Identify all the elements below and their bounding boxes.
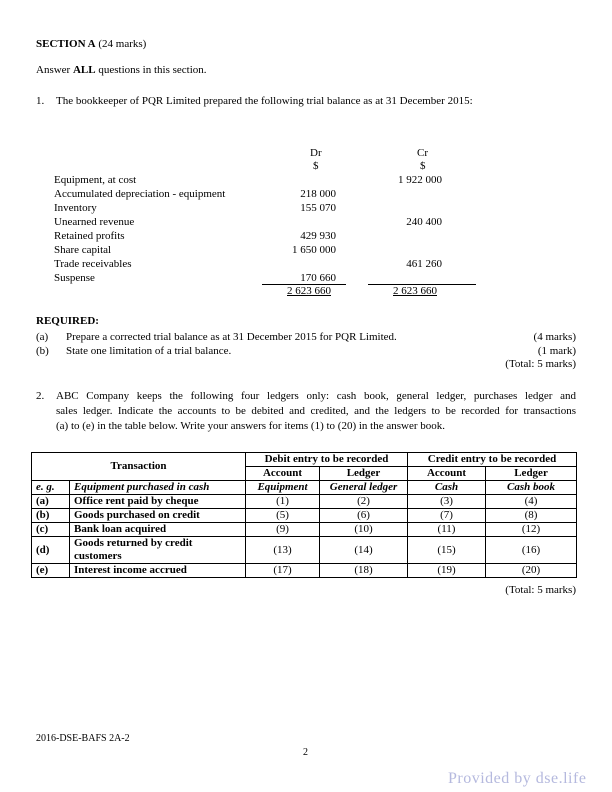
page-number: 2 bbox=[303, 747, 308, 758]
paper-code: 2016-DSE-BAFS 2A-2 bbox=[36, 733, 130, 744]
tb-cr: 1 922 000 bbox=[398, 174, 442, 186]
row-transaction: Goods purchased on credit bbox=[70, 509, 246, 523]
transaction-header: Transaction bbox=[32, 453, 246, 481]
credit-account-cell: (15) bbox=[408, 537, 486, 564]
tb-account: Equipment, at cost bbox=[54, 174, 137, 186]
row-label: (c) bbox=[32, 523, 70, 537]
tb-cr: 461 260 bbox=[406, 258, 442, 270]
table-row bbox=[32, 523, 577, 537]
required-label: (a) bbox=[36, 331, 49, 343]
dr-total: 2 623 660 bbox=[287, 285, 331, 297]
debit-account-cell: (13) bbox=[246, 537, 320, 564]
row-label: (b) bbox=[32, 509, 70, 523]
credit-account-cell: (3) bbox=[408, 495, 486, 509]
table-row bbox=[32, 509, 577, 523]
instruction: Answer ALL questions in this section. bbox=[36, 64, 207, 76]
example-row bbox=[32, 481, 577, 495]
debit-account-cell: (5) bbox=[246, 509, 320, 523]
example-credit-account: Cash bbox=[408, 481, 486, 495]
debit-ledger-cell: (14) bbox=[320, 537, 408, 564]
ledger-table bbox=[31, 452, 577, 578]
credit-ledger-cell: (12) bbox=[486, 523, 577, 537]
cr-total: 2 623 660 bbox=[393, 285, 437, 297]
tb-dr: 429 930 bbox=[300, 230, 336, 242]
q2-line3: (a) to (e) in the table below. Write your answers for items (1) to (20) in the answer book. bbox=[56, 420, 446, 432]
credit-header: Credit entry to be recorded bbox=[408, 453, 577, 467]
q2-line1: ABC Company keeps the following four ledgers only: cash book, general ledger, purchases ledger and bbox=[56, 390, 576, 402]
tb-account: Trade receivables bbox=[54, 258, 132, 270]
required-item bbox=[36, 330, 576, 344]
row-label: (d) bbox=[32, 537, 70, 564]
watermark: Provided by dse.life bbox=[448, 770, 587, 787]
example-debit-account: Equipment bbox=[246, 481, 320, 495]
tb-row bbox=[54, 201, 454, 215]
tb-account: Unearned revenue bbox=[54, 216, 135, 228]
table-row bbox=[32, 537, 577, 564]
tb-account: Inventory bbox=[54, 202, 97, 214]
debit-ledger-header: Ledger bbox=[320, 467, 408, 481]
cr-header: Cr bbox=[417, 147, 428, 159]
tb-account: Share capital bbox=[54, 244, 112, 256]
credit-account-cell: (7) bbox=[408, 509, 486, 523]
required-item bbox=[36, 344, 576, 358]
credit-ledger-cell: (4) bbox=[486, 495, 577, 509]
credit-ledger-cell: (16) bbox=[486, 537, 577, 564]
tb-row bbox=[54, 257, 454, 271]
debit-account-cell: (1) bbox=[246, 495, 320, 509]
debit-header: Debit entry to be recorded bbox=[246, 453, 408, 467]
q2-total-marks: (Total: 5 marks) bbox=[505, 584, 576, 596]
tb-row bbox=[54, 173, 454, 187]
q1-number: 1. bbox=[36, 95, 45, 107]
credit-ledger-cell: (8) bbox=[486, 509, 577, 523]
tb-account: Suspense bbox=[54, 272, 95, 284]
example-debit-ledger: General ledger bbox=[320, 481, 408, 495]
cr-currency: $ bbox=[420, 160, 426, 172]
tb-row bbox=[54, 243, 454, 257]
required-marks: (1 mark) bbox=[537, 345, 576, 357]
row-label: (e) bbox=[32, 564, 70, 578]
row-transaction: Goods returned by credit customers bbox=[70, 537, 246, 564]
required-text: Prepare a corrected trial balance as at 31 December 2015 for PQR Limited. bbox=[66, 331, 397, 343]
table-row bbox=[32, 564, 577, 578]
q1-total-marks: (Total: 5 marks) bbox=[505, 358, 576, 370]
row-transaction: Interest income accrued bbox=[70, 564, 246, 578]
required-title: REQUIRED: bbox=[36, 315, 99, 327]
tb-row bbox=[54, 229, 454, 243]
section-heading: SECTION A (24 marks) bbox=[36, 38, 147, 50]
tb-row bbox=[54, 215, 454, 229]
debit-account-cell: (9) bbox=[246, 523, 320, 537]
example-label: e. g. bbox=[32, 481, 70, 495]
tb-dr: 155 070 bbox=[300, 202, 336, 214]
debit-account-cell: (17) bbox=[246, 564, 320, 578]
example-desc: Equipment purchased in cash bbox=[70, 481, 246, 495]
debit-ledger-cell: (10) bbox=[320, 523, 408, 537]
required-text: State one limitation of a trial balance. bbox=[66, 345, 232, 357]
q2-number: 2. bbox=[36, 390, 45, 402]
tb-dr: 170 660 bbox=[300, 272, 336, 284]
credit-account-header: Account bbox=[408, 467, 486, 481]
row-label: (a) bbox=[32, 495, 70, 509]
row-transaction: Office rent paid by cheque bbox=[70, 495, 246, 509]
tb-row bbox=[54, 187, 454, 201]
dr-header: Dr bbox=[310, 147, 322, 159]
tb-account: Retained profits bbox=[54, 230, 125, 242]
dr-currency: $ bbox=[313, 160, 319, 172]
debit-account-header: Account bbox=[246, 467, 320, 481]
credit-account-cell: (11) bbox=[408, 523, 486, 537]
table-row bbox=[32, 495, 577, 509]
debit-ledger-cell: (6) bbox=[320, 509, 408, 523]
tb-cr: 240 400 bbox=[406, 216, 442, 228]
tb-dr: 218 000 bbox=[300, 188, 336, 200]
tb-dr: 1 650 000 bbox=[292, 244, 336, 256]
q2-line2: sales ledger. Indicate the accounts to be debited and credited, and the ledgers to be recorded for transactions bbox=[56, 405, 576, 417]
required-marks: (4 marks) bbox=[533, 331, 576, 343]
debit-ledger-cell: (18) bbox=[320, 564, 408, 578]
credit-account-cell: (19) bbox=[408, 564, 486, 578]
debit-ledger-cell: (2) bbox=[320, 495, 408, 509]
example-credit-ledger: Cash book bbox=[486, 481, 577, 495]
credit-ledger-header: Ledger bbox=[486, 467, 577, 481]
tb-row bbox=[54, 271, 454, 285]
required-label: (b) bbox=[36, 345, 49, 357]
credit-ledger-cell: (20) bbox=[486, 564, 577, 578]
row-transaction: Bank loan acquired bbox=[70, 523, 246, 537]
q1-text: The bookkeeper of PQR Limited prepared the following trial balance as at 31 December 2015: bbox=[56, 95, 473, 107]
tb-account: Accumulated depreciation - equipment bbox=[54, 188, 226, 200]
